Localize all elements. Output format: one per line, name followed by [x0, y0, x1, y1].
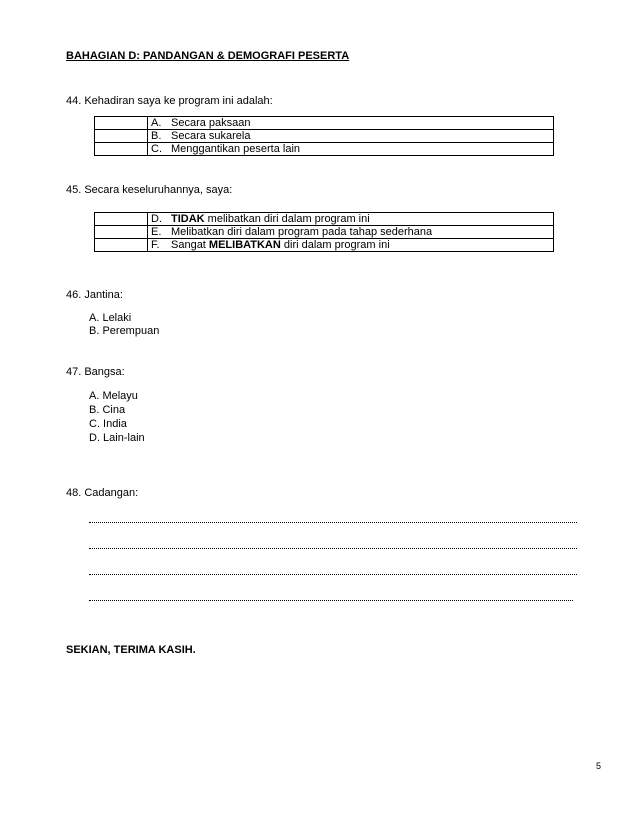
answer-cell[interactable] — [95, 213, 148, 226]
question-45-options-table — [94, 212, 554, 252]
option-india[interactable]: C. India — [89, 418, 127, 430]
answer-cell[interactable] — [95, 226, 148, 239]
answer-line[interactable] — [89, 548, 577, 550]
answer-cell[interactable] — [95, 117, 148, 130]
option-female[interactable]: B. Perempuan — [89, 325, 160, 337]
closing-text: SEKIAN, TERIMA KASIH. — [66, 644, 196, 656]
option-row[interactable] — [95, 239, 554, 252]
option-male[interactable]: A. Lelaki — [89, 312, 132, 324]
option-cell: C. Menggantikan peserta lain — [148, 143, 554, 156]
question-44: 44. Kehadiran saya ke program ini adalah: — [66, 95, 273, 107]
question-46: 46. Jantina: — [66, 289, 123, 301]
option-cell: D. TIDAK melibatkan diri dalam program ini — [148, 213, 554, 226]
answer-cell[interactable] — [95, 143, 148, 156]
option-cell: E. Melibatkan diri dalam program pada tahap sederhana — [148, 226, 554, 239]
option-row[interactable] — [95, 143, 554, 156]
option-row[interactable] — [95, 213, 554, 226]
answer-line[interactable] — [89, 600, 573, 602]
section-title: BAHAGIAN D: PANDANGAN & DEMOGRAFI PESERTA — [66, 50, 350, 62]
option-row[interactable] — [95, 226, 554, 239]
question-45: 45. Secara keseluruhannya, saya: — [66, 184, 233, 196]
question-47: 47. Bangsa: — [66, 366, 125, 378]
page-number: 5 — [595, 761, 601, 771]
option-cell: A. Secara paksaan — [148, 117, 554, 130]
question-48: 48. Cadangan: — [66, 487, 139, 499]
option-melayu[interactable]: A. Melayu — [89, 390, 138, 402]
option-row[interactable] — [95, 130, 554, 143]
option-cina[interactable]: B. Cina — [89, 404, 126, 416]
answer-line[interactable] — [89, 522, 577, 524]
answer-line[interactable] — [89, 574, 577, 576]
option-cell: B. Secara sukarela — [148, 130, 554, 143]
question-44-options-table — [94, 116, 554, 156]
option-cell: F. Sangat MELIBATKAN diri dalam program ini — [148, 239, 554, 252]
answer-cell[interactable] — [95, 130, 148, 143]
answer-cell[interactable] — [95, 239, 148, 252]
option-lain-lain[interactable]: D. Lain-lain — [89, 432, 145, 444]
option-row[interactable] — [95, 117, 554, 130]
